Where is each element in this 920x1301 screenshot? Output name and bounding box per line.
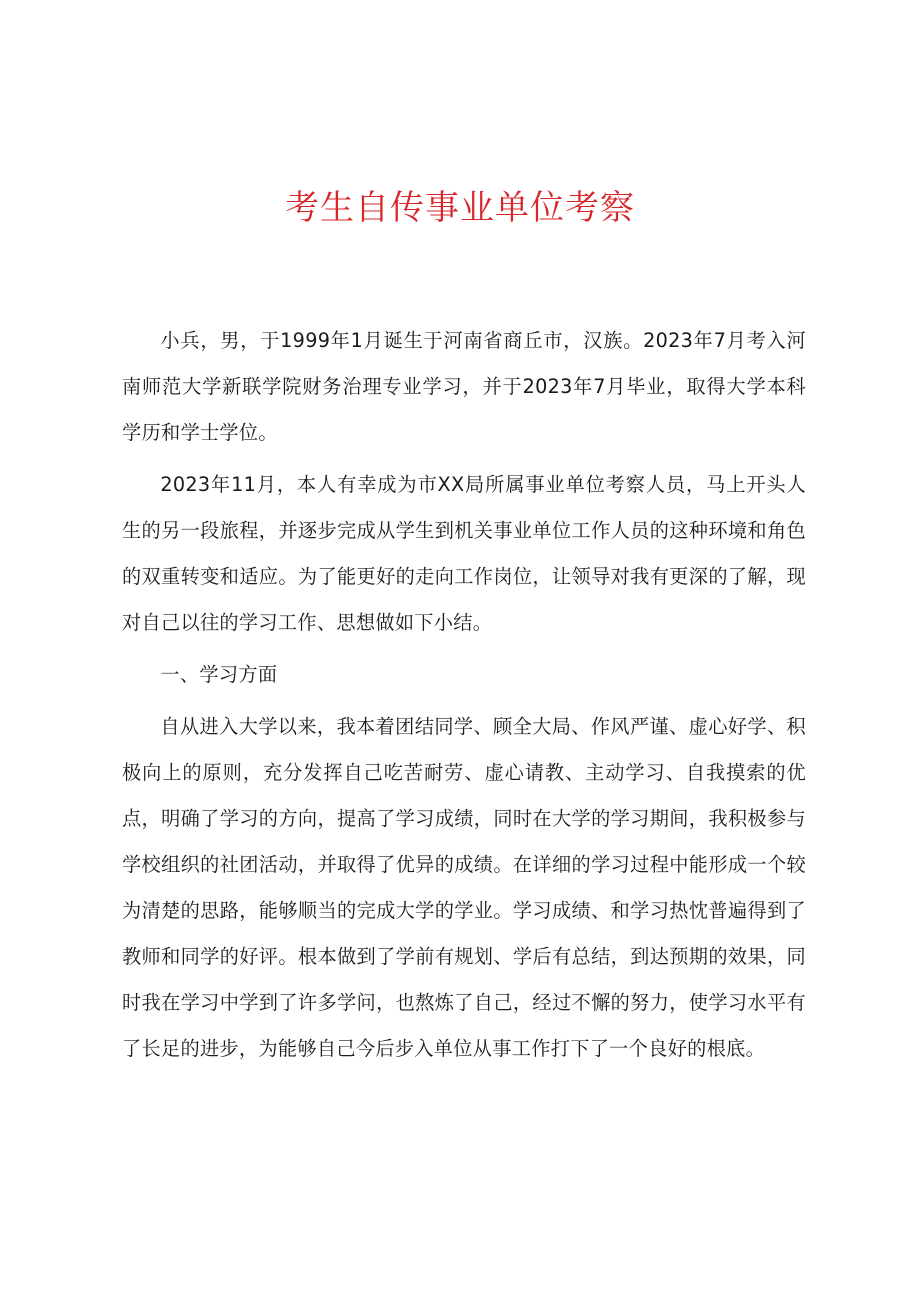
paragraph-appointment: 2023年11月，本人有幸成为市XX局所属事业单位考察人员，马上开头人生的另一段旅程，并逐步完成从学生到机关事业单位工作人员的这种环境和角色的双重转变和适应。为了能更好的走向工作岗位，让领导对我有更深的了解，现对自己以往的学习工作、思想做如下小结。 [122, 473, 806, 634]
document-title: 考生自传事业单位考察 [285, 188, 635, 228]
paragraph-intro: 小兵，男，于1999年1月诞生于河南省商丘市，汉族。2023年7月考入河南师范大学新联学院财务治理专业学习，并于2023年7月毕业，取得大学本科学历和学士学位。 [122, 329, 806, 444]
section-heading-study: 一、学习方面 [160, 663, 278, 686]
paragraph-study: 自从进入大学以来，我本着团结同学、顾全大局、作风严谨、虚心好学、积极向上的原则，充分发挥自己吃苦耐劳、虚心请教、主动学习、自我摸索的优点，明确了学习的方向，提高了学习成绩，同时在大学的学习期间，我积极参与学校组织的社团活动，并取得了优异的成绩。在详细的学习过程中能形成一个较为清楚的思路，能够顺当的完成大学的学业。学习成绩、和学习热忱普遍得到了教师和同学的好评。根本做到了学前有规划、学后有总结，到达预期的效果，同时我在学习中学到了许多学问，也熬炼了自己，经过不懈的努力，使学习水平有了长足的进步，为能够自己今后步入单位从事工作打下了一个良好的根底。 [122, 715, 806, 1060]
document-body [122, 318, 806, 1078]
